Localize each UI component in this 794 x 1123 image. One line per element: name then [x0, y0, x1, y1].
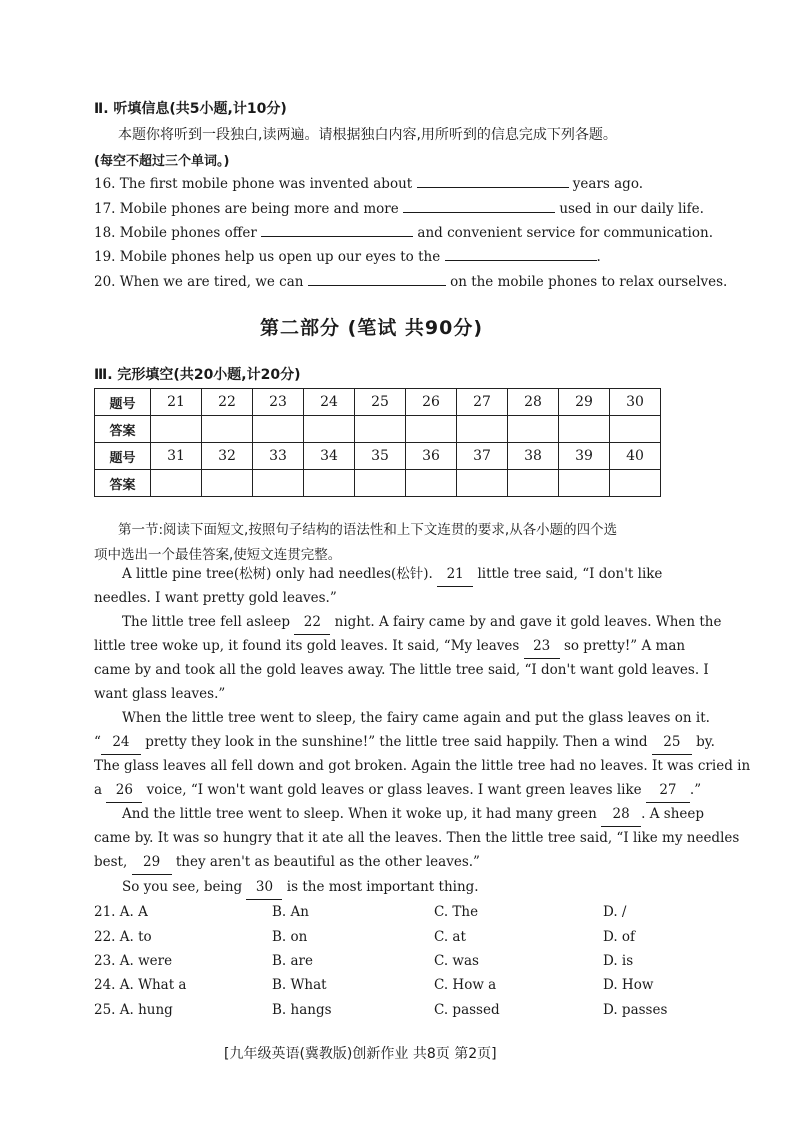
- blank-28: 28: [601, 802, 641, 827]
- answer-cell[interactable]: [253, 416, 304, 443]
- answer-cell[interactable]: [508, 416, 559, 443]
- table-row: [95, 416, 661, 443]
- section3-instruction-2: 项中选出一个最佳答案,使短文连贯完整。: [94, 547, 342, 563]
- answer-blank-20[interactable]: [308, 271, 446, 286]
- answer-cell[interactable]: [559, 470, 610, 497]
- passage-line: best, 29 they aren't as beautiful as the other leaves.”: [94, 850, 480, 875]
- blank-24: 24: [101, 730, 141, 755]
- question-20: 20. When we are tired, we can on the mobile phones to relax ourselves.: [94, 271, 727, 290]
- table-cell-number: 38: [508, 443, 559, 470]
- option-23-b[interactable]: B. are: [272, 953, 313, 969]
- passage-line: “ 24 pretty they look in the sunshine!” the little tree said happily. Then a wind 25 by.: [94, 730, 715, 755]
- option-24-c[interactable]: C. How a: [434, 977, 497, 993]
- answer-cell[interactable]: [559, 416, 610, 443]
- passage-line: needles. I want pretty gold leaves.”: [94, 590, 337, 606]
- answer-blank-18[interactable]: [261, 222, 413, 237]
- answer-cell[interactable]: [355, 470, 406, 497]
- answer-cell[interactable]: [202, 470, 253, 497]
- option-25-c[interactable]: C. passed: [434, 1002, 500, 1018]
- table-cell-number: 24: [304, 389, 355, 416]
- blank-30: 30: [246, 875, 282, 900]
- table-cell-number: 29: [559, 389, 610, 416]
- answer-cell[interactable]: [457, 416, 508, 443]
- table-cell-number: 35: [355, 443, 406, 470]
- table-cell-number: 31: [151, 443, 202, 470]
- passage-line: want glass leaves.”: [94, 686, 226, 702]
- question-16: 16. The first mobile phone was invented about years ago.: [94, 173, 643, 192]
- option-21-b[interactable]: B. An: [272, 904, 309, 920]
- section3-heading: Ⅲ. 完形填空(共20小题,计20分): [94, 367, 301, 383]
- answer-cell[interactable]: [304, 416, 355, 443]
- table-cell-number: 32: [202, 443, 253, 470]
- page-footer: [九年级英语(冀教版)创新作业 共8页 第2页]: [224, 1046, 497, 1062]
- table-label-answer: 答案: [95, 470, 151, 497]
- table-cell-number: 37: [457, 443, 508, 470]
- table-cell-number: 21: [151, 389, 202, 416]
- section2-note: (每空不超过三个单词。): [94, 154, 230, 169]
- blank-27: 27: [646, 778, 690, 803]
- table-label-number: 题号: [95, 443, 151, 470]
- table-cell-number: 40: [610, 443, 661, 470]
- question-17: 17. Mobile phones are being more and more used in our daily life.: [94, 198, 704, 217]
- table-label-answer: 答案: [95, 416, 151, 443]
- section2-heading: Ⅱ. 听填信息(共5小题,计10分): [94, 101, 287, 117]
- question-18: 18. Mobile phones offer and convenient service for communication.: [94, 222, 713, 241]
- blank-25: 25: [652, 730, 692, 755]
- table-label-number: 题号: [95, 389, 151, 416]
- option-24-d[interactable]: D. How: [603, 977, 654, 993]
- option-24-b[interactable]: B. What: [272, 977, 327, 993]
- passage-line: a 26 voice, “I won't want gold leaves or glass leaves. I want green leaves like 27 .”: [94, 778, 701, 803]
- answer-cell[interactable]: [151, 416, 202, 443]
- passage-line: So you see, being 30 is the most important thing.: [122, 875, 479, 900]
- blank-26: 26: [106, 778, 142, 803]
- section2-instruction: 本题你将听到一段独白,读两遍。请根据独白内容,用所听到的信息完成下列各题。: [118, 127, 617, 143]
- option-21-a[interactable]: 21. A. A: [94, 904, 148, 920]
- option-25-b[interactable]: B. hangs: [272, 1002, 332, 1018]
- question-19: 19. Mobile phones help us open up our eyes to the .: [94, 246, 601, 265]
- answer-table: [94, 388, 661, 497]
- answer-cell[interactable]: [355, 416, 406, 443]
- table-row: [95, 470, 661, 497]
- option-23-a[interactable]: 23. A. were: [94, 953, 173, 969]
- part2-title: 第二部分 (笔试 共90分): [260, 317, 484, 339]
- section3-instruction-1: 第一节:阅读下面短文,按照句子结构的语法性和上下文连贯的要求,从各小题的四个选: [118, 522, 618, 538]
- answer-cell[interactable]: [304, 470, 355, 497]
- blank-23: 23: [524, 634, 560, 659]
- table-cell-number: 34: [304, 443, 355, 470]
- answer-cell[interactable]: [406, 416, 457, 443]
- table-cell-number: 28: [508, 389, 559, 416]
- option-22-b[interactable]: B. on: [272, 929, 308, 945]
- answer-cell[interactable]: [610, 470, 661, 497]
- table-cell-number: 27: [457, 389, 508, 416]
- table-row: [95, 443, 661, 470]
- passage-line: A little pine tree(松树) only had needles(松针). 21 little tree said, “I don't like: [122, 562, 662, 587]
- option-23-c[interactable]: C. was: [434, 953, 479, 969]
- option-22-a[interactable]: 22. A. to: [94, 929, 152, 945]
- table-cell-number: 39: [559, 443, 610, 470]
- answer-cell[interactable]: [610, 416, 661, 443]
- table-row: [95, 389, 661, 416]
- passage-line: The glass leaves all fell down and got broken. Again the little tree had no leaves. It was cried in: [94, 758, 751, 774]
- passage-line: When the little tree went to sleep, the fairy came again and put the glass leaves on it.: [122, 710, 710, 726]
- passage-line: The little tree fell asleep 22 night. A fairy came by and gave it gold leaves. When the: [122, 610, 722, 635]
- answer-cell[interactable]: [457, 470, 508, 497]
- option-23-d[interactable]: D. is: [603, 953, 634, 969]
- option-22-c[interactable]: C. at: [434, 929, 466, 945]
- passage-line: And the little tree went to sleep. When it woke up, it had many green 28 . A sheep: [122, 802, 704, 827]
- answer-blank-16[interactable]: [417, 173, 569, 188]
- answer-cell[interactable]: [151, 470, 202, 497]
- answer-blank-17[interactable]: [403, 198, 555, 213]
- answer-cell[interactable]: [202, 416, 253, 443]
- table-cell-number: 25: [355, 389, 406, 416]
- option-22-d[interactable]: D. of: [603, 929, 636, 945]
- blank-21: 21: [437, 562, 473, 587]
- passage-line: little tree woke up, it found its gold leaves. It said, “My leaves 23 so pretty!” A man: [94, 634, 685, 659]
- blank-29: 29: [132, 850, 172, 875]
- blank-22: 22: [294, 610, 330, 635]
- passage-line: came by and took all the gold leaves away. The little tree said, “I don't want gold leaves. I: [94, 662, 709, 678]
- table-cell-number: 30: [610, 389, 661, 416]
- table-cell-number: 26: [406, 389, 457, 416]
- option-21-c[interactable]: C. The: [434, 904, 479, 920]
- option-21-d[interactable]: D. /: [603, 904, 627, 920]
- answer-cell[interactable]: [253, 470, 304, 497]
- table-cell-number: 22: [202, 389, 253, 416]
- option-25-a[interactable]: 25. A. hung: [94, 1002, 173, 1018]
- table-cell-number: 33: [253, 443, 304, 470]
- table-cell-number: 36: [406, 443, 457, 470]
- table-cell-number: 23: [253, 389, 304, 416]
- option-24-a[interactable]: 24. A. What a: [94, 977, 187, 993]
- answer-cell[interactable]: [508, 470, 559, 497]
- passage-line: came by. It was so hungry that it ate all the leaves. Then the little tree said, “I like my needles: [94, 830, 740, 846]
- option-25-d[interactable]: D. passes: [603, 1002, 668, 1018]
- answer-cell[interactable]: [406, 470, 457, 497]
- answer-blank-19[interactable]: [445, 246, 597, 261]
